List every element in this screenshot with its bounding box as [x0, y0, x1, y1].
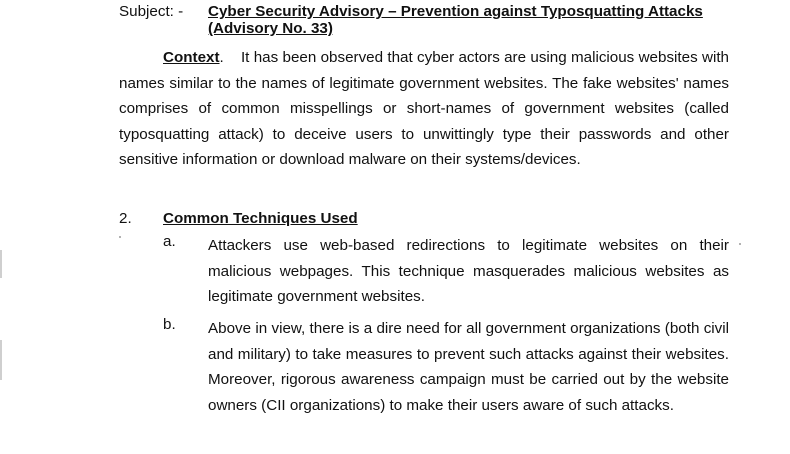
context-paragraph	[119, 45, 734, 173]
context-heading: Context	[163, 49, 220, 66]
context-text: . It has been observed that cyber actors are using malicious websites with names similar to the names of legitimate government websites. The fake websites' names comprises of common misspellings or short-names of government websites (called typosquatting attack) to deceive users to unwittingly type their passwords and other sensitive information or download malware on their systems/devices.	[119, 49, 734, 169]
item-b-label: b.	[163, 316, 176, 333]
item-a-label: a.	[163, 233, 176, 250]
item-b-text: Above in view, there is a dire need for all government organizations (both civil and military) to take measures to prevent such attacks against their websites. Moreover, rigorous awareness campaign must be carried out by the website owners (CII organizations) to make their users aware of such attacks.	[208, 320, 729, 414]
subject-title-line-1: Cyber Security Advisory – Prevention against Typosquatting Attacks	[208, 3, 703, 20]
scan-edge-mark	[0, 340, 2, 380]
scan-edge-mark	[0, 250, 2, 278]
subject-title	[208, 3, 703, 37]
section-heading: Common Techniques Used	[163, 210, 358, 227]
section-number: 2.	[119, 210, 132, 227]
subject-title-line-2: (Advisory No. 33)	[208, 20, 333, 37]
scan-speck	[119, 236, 121, 238]
subject-label: Subject: -	[119, 3, 184, 20]
item-a-text: Attackers use web-based redirections to legitimate websites on their malicious webpages. This technique masquerades malicious websites as legitimate government websites.	[208, 237, 729, 306]
scan-speck	[739, 243, 741, 245]
